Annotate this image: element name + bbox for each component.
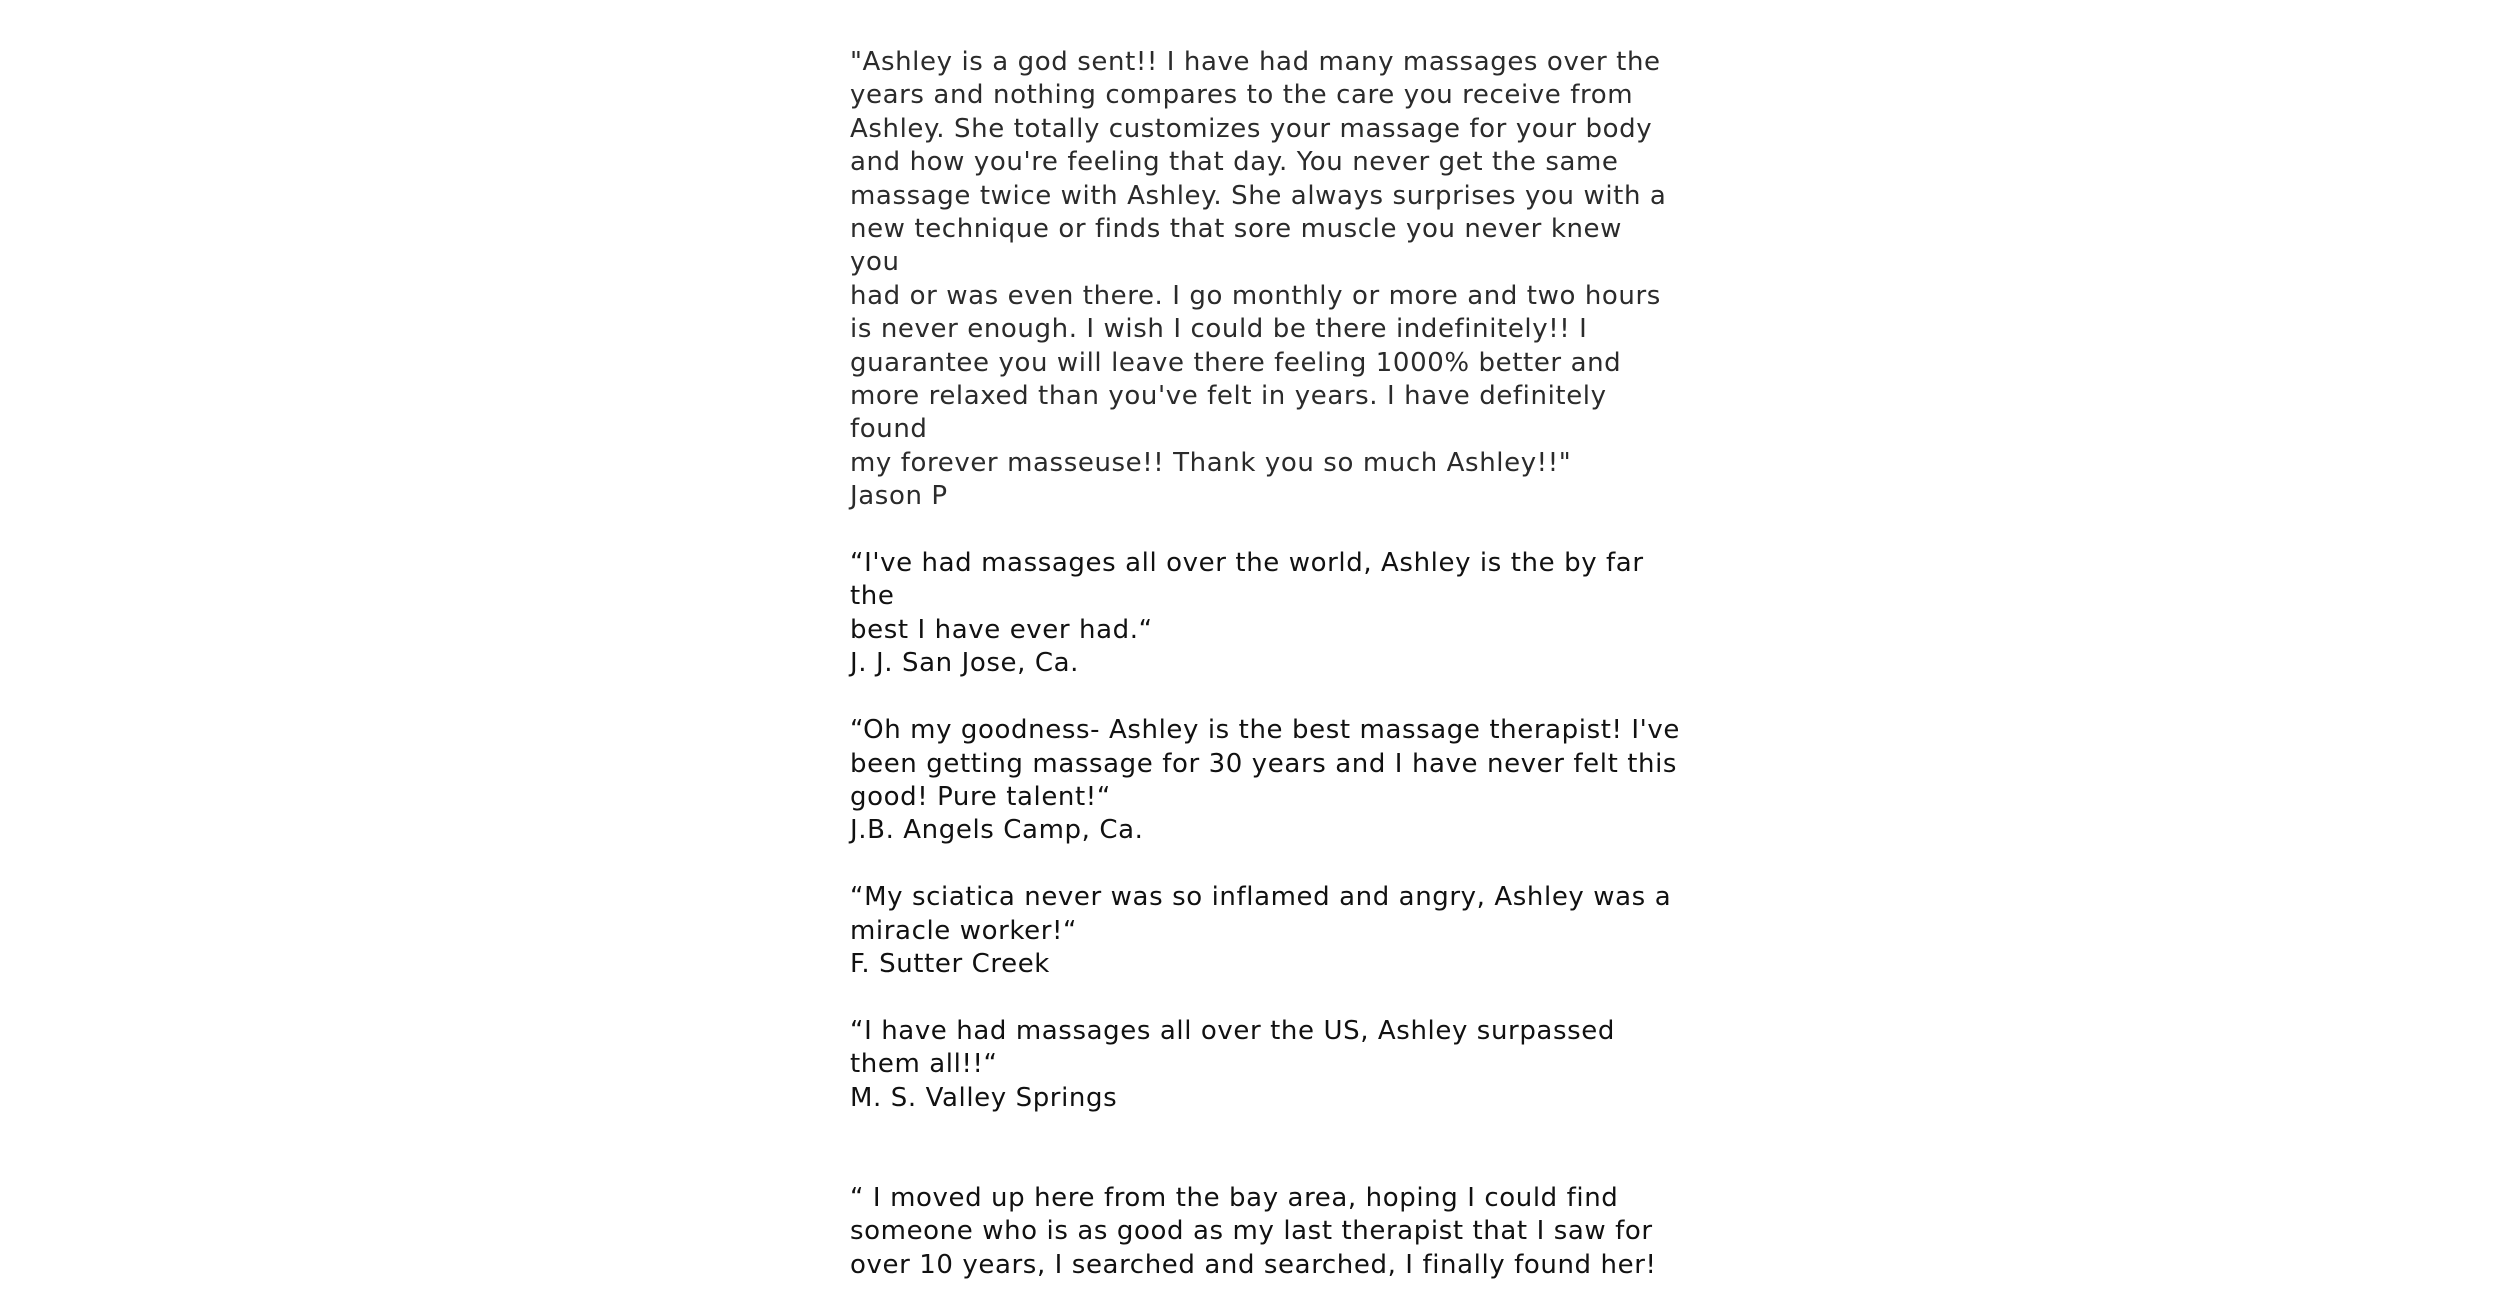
testimonial-item <box>850 714 1680 848</box>
testimonial-quote: “ I moved up here from the bay area, hoping I could find someone who is as good as my last therapist that I saw for over 10 years, I searched and searched, I finally found her! <box>850 1182 1657 1280</box>
testimonial-item <box>850 1015 1680 1115</box>
testimonial-quote: “My sciatica never was so inflamed and angry, Ashley was a miracle worker!“ <box>850 882 1672 946</box>
testimonial-item <box>850 881 1680 981</box>
testimonials-column <box>850 46 1680 1315</box>
testimonial-quote: “Oh my goodness- Ashley is the best massage therapist! I've been getting massage for 30 years and I have never felt this good! Pure talent!“ <box>850 715 1681 812</box>
testimonial-item <box>850 46 1680 514</box>
testimonial-author: F. Sutter Creek <box>850 948 1050 979</box>
testimonial-quote: “I've had massages all over the world, Ashley is the by far the best I have ever had.“ <box>850 548 1644 645</box>
testimonial-item <box>850 547 1680 681</box>
testimonial-quote: “I have had massages all over the US, Ashley surpassed them all!!“ <box>850 1015 1615 1080</box>
testimonial-quote: "Ashley is a god sent!! I have had many massages over the years and nothing compares to the care you receive from Ashley. She totally customizes your massage for your body and how you're feeling that day. You never get the same massage twice with Ashley. She always surprises you with a new technique or finds that sore muscle you never knew you had or was even there. I go monthly or more and two hours is never enough. I wish I could be there indefinitely!! I guarantee you will leave there feeling 1000% better and more relaxed than you've felt in years. I have definitely found my forever masseuse!! Thank you so much Ashley!!" <box>850 47 1667 478</box>
testimonial-author: J. J. San Jose, Ca. <box>850 648 1079 679</box>
testimonial-author: J.B. Angels Camp, Ca. <box>850 815 1144 846</box>
testimonial-item <box>850 1182 1680 1282</box>
testimonial-author: M. S. Valley Springs <box>850 1082 1118 1113</box>
testimonial-author: Jason P <box>850 481 948 512</box>
